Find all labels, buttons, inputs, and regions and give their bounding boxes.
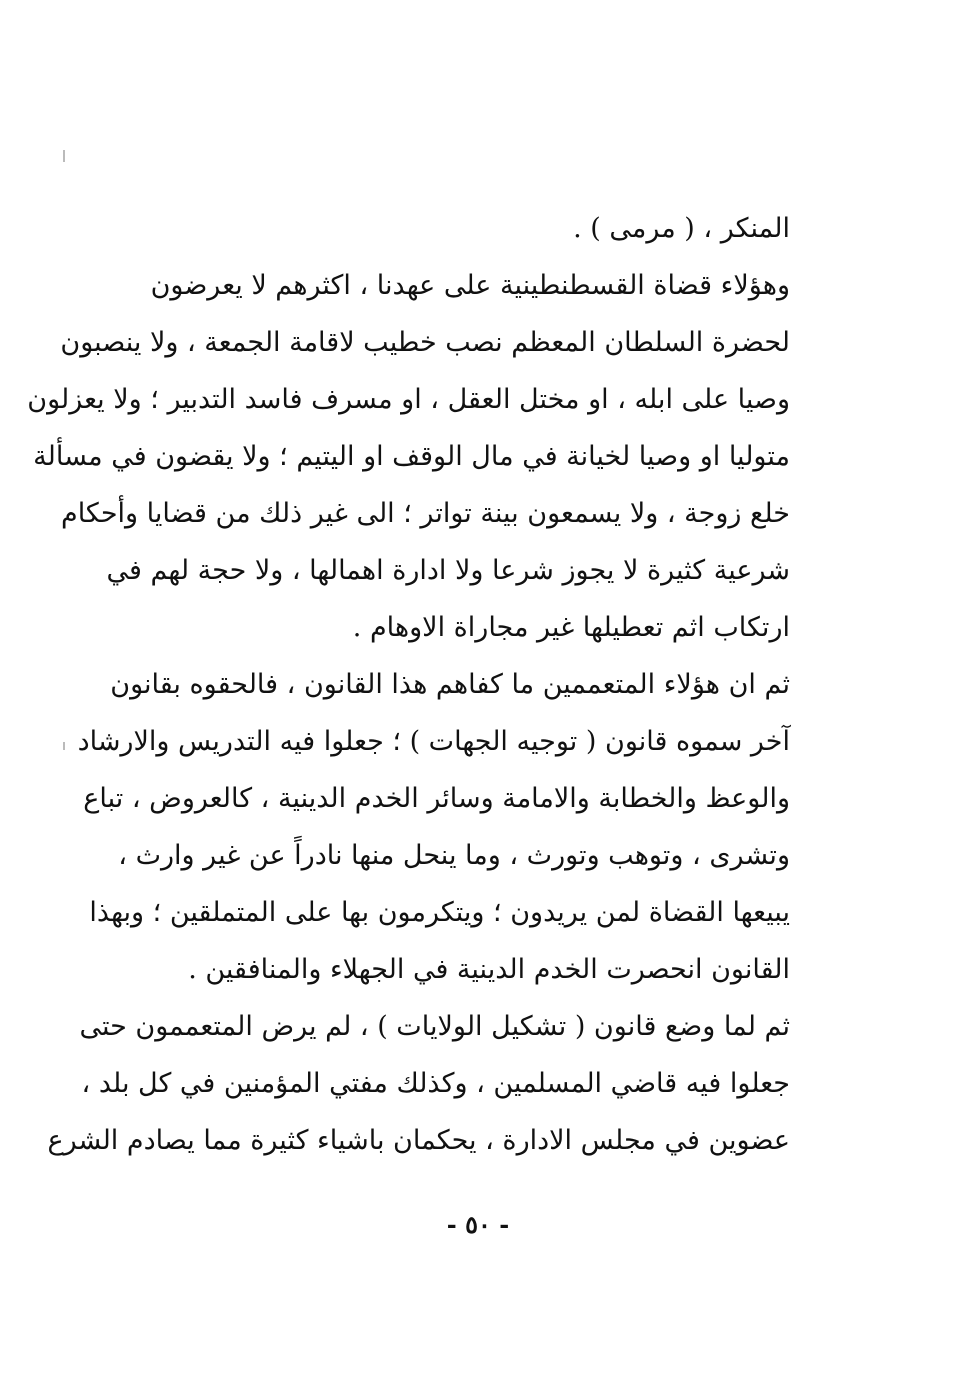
text-line: القانون انحصرت الخدم الدينية في الجهلاء والمنافقين . [188, 954, 790, 985]
text-line: ارتكاب اثم تعطيلها غير مجاراة الاوهام . [352, 612, 790, 643]
text-line: وتشرى ، وتوهب وتورث ، وما ينحل منها نادراً عن غير وارث ، [118, 840, 790, 871]
text-line: وهؤلاء قضاة القسطنطينية على عهدنا ، اكثرهم لا يعرضون [150, 270, 790, 301]
text-line: ثم ان هؤلاء المتعممين ما كفاهم هذا القانون ، فالحقوه بقانون [110, 669, 790, 700]
scan-speck [63, 742, 65, 750]
body-text [27, 200, 790, 1169]
text-line: لحضرة السلطان المعظم نصب خطيب لاقامة الجمعة ، ولا ينصبون [60, 327, 790, 358]
text-line: شرعية كثيرة لا يجوز شرعا ولا ادارة اهمالها ، ولا حجة لهم في [106, 555, 790, 586]
text-line: يبيعها القضاة لمن يريدون ؛ ويتكرمون بها على المتملقين ؛ وبهذا [89, 897, 790, 928]
text-line: متوليا او وصيا لخيانة في مال الوقف او اليتيم ؛ ولا يقضون في مسألة [33, 441, 790, 472]
page-number: - ٥٠ - [446, 1210, 510, 1239]
text-line: عضوين في مجلس الادارة ، يحكمان باشياء كثيرة مما يصادم الشرع [47, 1125, 790, 1156]
text-line: خلع زوجة ، ولا يسمعون بينة تواتر ؛ الى غير ذلك من قضايا وأحكام [60, 498, 790, 529]
text-line: ثم لما وضع قانون ( تشكيل الولايات ) ، لم يرض المتعممون حتى [79, 1011, 790, 1042]
text-line: جعلوا فيه قاضي المسلمين ، وكذلك مفتي المؤمنين في كل بلد ، [81, 1068, 790, 1099]
text-line: آخر سموه قانون ( توجيه الجهات ) ؛ جعلوا فيه التدريس والارشاد [77, 726, 790, 757]
scan-speck [63, 150, 65, 162]
text-line: والوعظ والخطابة والامامة وسائر الخدم الدينية ، كالعروض ، تباع [83, 783, 790, 814]
text-line: وصيا على ابله ، او مختل العقل ، او مسرف فاسد التدبير ؛ ولا يعزلون [27, 384, 790, 415]
text-line: المنكر ، ( مرمى ) . [573, 213, 790, 244]
